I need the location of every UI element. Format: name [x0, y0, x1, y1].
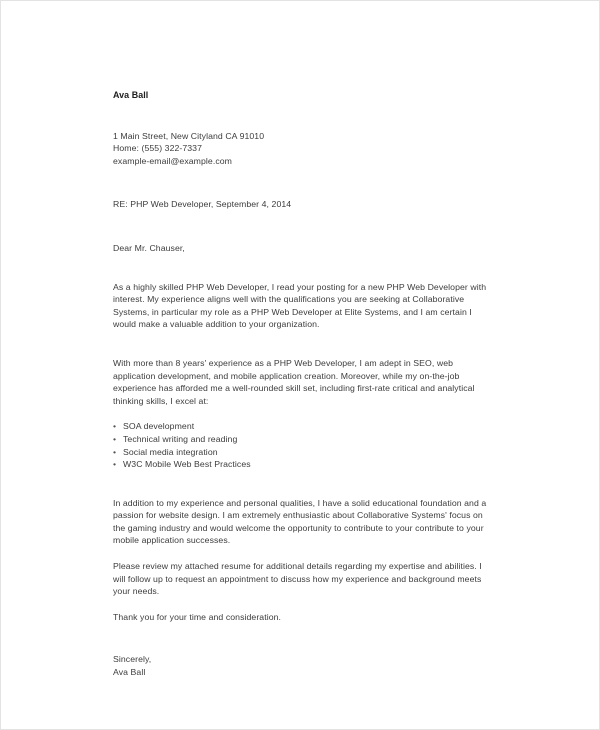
signature-name: Ava Ball: [113, 667, 146, 678]
closing-block: [113, 653, 493, 678]
list-item-label: W3C Mobile Web Best Practices: [123, 459, 251, 470]
body-paragraph-1: As a highly skilled PHP Web Developer, I read your posting for a new PHP Web Developer with interest. My experience aligns well with the qualifications you are seeking at Collaborative Systems, in particular my role as a PHP Web Developer at Elite Systems, and I am certain I would make a valuable addition to your organization.: [113, 281, 487, 330]
sender-name: Ava Ball: [113, 90, 149, 100]
cover-letter-body: [113, 89, 493, 679]
list-item: [113, 420, 493, 433]
bullet-icon: •: [113, 421, 117, 432]
salutation: Dear Mr. Chauser,: [113, 242, 185, 253]
bullet-icon: •: [113, 459, 117, 470]
contact-address: 1 Main Street, New Cityland CA 91010: [113, 130, 265, 141]
list-item-label: Social media integration: [123, 446, 218, 457]
subject-line: RE: PHP Web Developer, September 4, 2014: [113, 199, 292, 210]
bullet-icon: •: [113, 446, 117, 457]
valediction: Sincerely,: [113, 654, 152, 665]
skills-list: [113, 420, 493, 470]
list-item-label: Technical writing and reading: [123, 433, 238, 444]
body-paragraph-3: In addition to my experience and personal qualities, I have a solid educational foundation and a passion for website design. I am extremely enthusiastic about Collaborative Systems' focus on the gaming industry and would welcome the opportunity to contribute to your contribute to your mobile application successes.: [113, 497, 487, 546]
list-item: [113, 458, 493, 471]
list-item: [113, 446, 493, 459]
list-item: [113, 433, 493, 446]
contact-phone: Home: (555) 322-7337: [113, 143, 203, 154]
body-paragraph-5: Thank you for your time and consideration.: [113, 611, 282, 622]
body-paragraph-2: With more than 8 years' experience as a PHP Web Developer, I am adept in SEO, web application development, and mobile application creation. Moreover, while my on-the-job experience has afforded me a well-rounded skill set, including first-rate critical and analytical thinking skills, I excel at:: [113, 357, 475, 406]
bullet-icon: •: [113, 433, 117, 444]
contact-block: [113, 130, 493, 168]
list-item-label: SOA development: [123, 421, 195, 432]
contact-email: example-email@example.com: [113, 155, 232, 166]
body-paragraph-4: Please review my attached resume for additional details regarding my expertise and abilities. I will follow up to request an appointment to discuss how my experience and background meets your needs.: [113, 561, 482, 597]
